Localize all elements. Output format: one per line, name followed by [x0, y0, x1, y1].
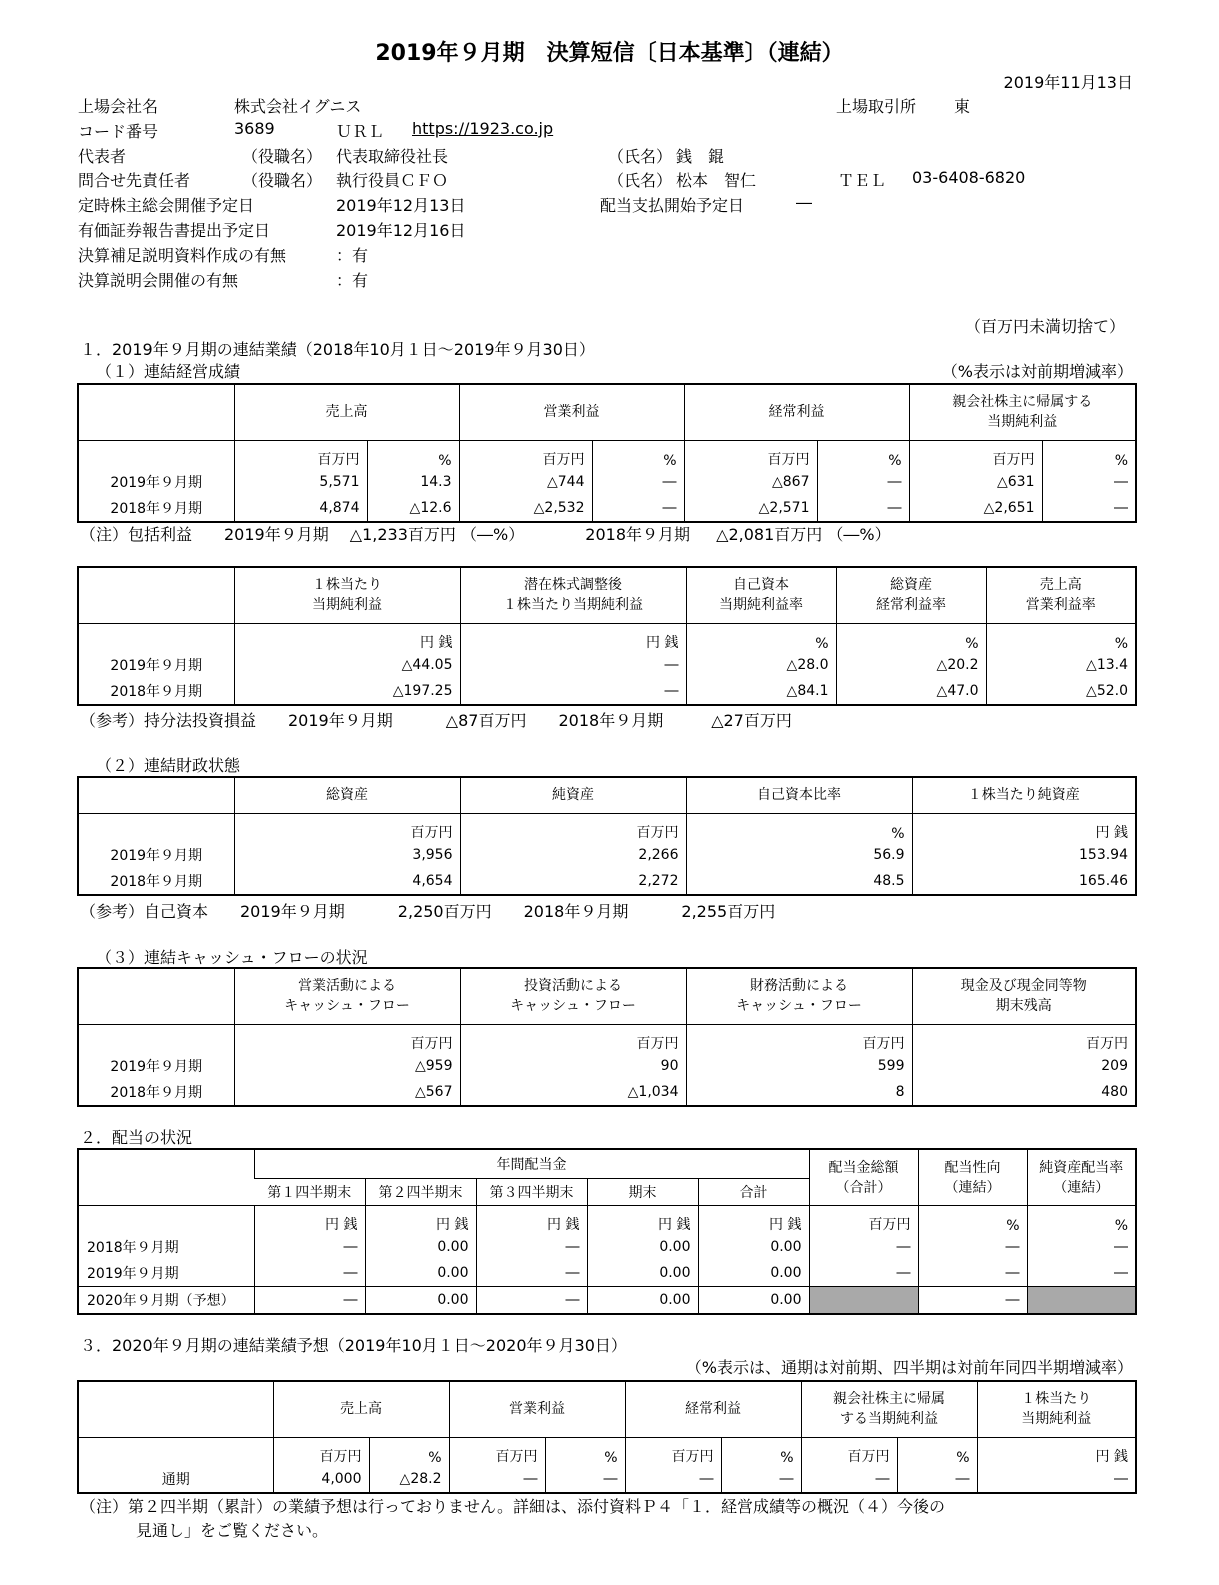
cell: 8	[686, 1079, 912, 1106]
unit-blank	[78, 1206, 254, 1235]
cell: 0.00	[698, 1260, 809, 1287]
cell: ―	[809, 1260, 918, 1287]
header-diluted-line1: 潜在株式調整後	[524, 577, 622, 594]
header-ordinary-income: 経常利益	[684, 384, 909, 440]
cell: 599	[686, 1053, 912, 1079]
unit-cell: 百万円	[459, 440, 592, 469]
cell: 0.00	[365, 1260, 476, 1287]
cell: ―	[254, 1260, 365, 1287]
section3-heading: ３．2020年９月期の連結業績予想（2019年10月１日～2020年９月30日）	[80, 1336, 627, 1355]
cell: ―	[1027, 1234, 1136, 1260]
unit-cell: 百万円	[234, 813, 460, 842]
company-name-label: 上場会社名	[78, 97, 159, 116]
cell: 5,571	[234, 469, 367, 495]
header-margin	[986, 567, 1136, 623]
unit-cell: 百万円	[801, 1437, 897, 1466]
header-blank	[78, 1149, 254, 1206]
cell: ―	[254, 1287, 365, 1315]
header-operating-cf	[234, 968, 460, 1024]
cell: ―	[625, 1466, 721, 1493]
header-eps	[234, 567, 460, 623]
unit-blank	[78, 1437, 273, 1466]
contact-name: 松本 智仁	[676, 171, 757, 190]
unit-cell: %	[1027, 1206, 1136, 1235]
cell: ―	[1042, 469, 1136, 495]
cell: △20.2	[836, 652, 986, 678]
header-net-income	[801, 1381, 977, 1437]
section1-sub1: （１）連結経営成績	[96, 362, 241, 381]
code-value: 3689	[234, 119, 275, 138]
tel-label: ＴＥＬ	[838, 171, 887, 190]
header-net-income-line2: 当期純利益	[987, 414, 1058, 431]
contact-name-label: （氏名）	[608, 171, 673, 190]
unit-cell: 円 銭	[365, 1206, 476, 1235]
cell: ―	[817, 469, 909, 495]
header-op-line1: 営業活動による	[298, 978, 396, 995]
code-label: コード番号	[78, 122, 159, 141]
unit-cell: %	[836, 623, 986, 652]
unit-cell: %	[918, 1206, 1027, 1235]
cell: △28.0	[686, 652, 836, 678]
cell: ―	[977, 1466, 1136, 1493]
header-q2: 第２四半期末	[365, 1179, 476, 1206]
cell: ―	[897, 1466, 977, 1493]
cell: △12.6	[367, 495, 459, 522]
cell: ―	[476, 1234, 587, 1260]
table-row	[78, 652, 1136, 678]
section3-note: （%表示は、通期は対前期、四半期は対前年同四半期増減率）	[685, 1358, 1133, 1377]
equity-note: （参考）自己資本 2019年９月期 2,250百万円 2018年９月期 2,255百万円	[80, 902, 776, 921]
table-row	[78, 1079, 1136, 1106]
rep-title: 代表取締役社長	[336, 147, 449, 166]
header-net-assets: 純資産	[460, 777, 686, 813]
header-total-assets: 総資産	[234, 777, 460, 813]
cell-shaded	[809, 1287, 918, 1315]
cell: 3,956	[234, 842, 460, 868]
unit-cell: 円 銭	[476, 1206, 587, 1235]
cell: △2,571	[684, 495, 817, 522]
unit-cell: 百万円	[912, 1024, 1136, 1053]
unit-cell: 百万円	[460, 813, 686, 842]
unit-blank	[78, 440, 234, 469]
row-label: 2020年９月期（予想）	[78, 1287, 254, 1315]
rep-name: 銭 錕	[676, 147, 725, 166]
unit-cell: %	[545, 1437, 625, 1466]
forecast-footnote-line2: 見通し」をご覧ください。	[136, 1521, 329, 1540]
cell: △2,651	[909, 495, 1042, 522]
header-equity-ratio: 自己資本比率	[686, 777, 912, 813]
url-label: ＵＲＬ	[336, 122, 385, 141]
unit-cell: 百万円	[234, 1024, 460, 1053]
unit-cell: %	[369, 1437, 449, 1466]
header-payout-line1: 配当性向	[944, 1159, 1001, 1176]
row-label: 2018年９月期	[110, 500, 203, 517]
header-diluted-line2: １株当たり当期純利益	[503, 597, 643, 614]
unit-cell: 円 銭	[460, 623, 686, 652]
cell: 14.3	[367, 469, 459, 495]
header-blank	[78, 777, 234, 813]
contact-title-label: （役職名）	[242, 171, 323, 190]
header-cash-line1: 現金及び現金同等物	[960, 978, 1087, 995]
header-inv-line1: 投資活動による	[524, 978, 622, 995]
header-eps-line2: 当期純利益	[312, 597, 382, 614]
header-eps-line1: １株当たり	[312, 577, 382, 594]
table-row	[78, 1234, 1136, 1260]
forecast-table	[77, 1380, 1137, 1494]
cell: ―	[592, 495, 684, 522]
cell: 4,000	[273, 1466, 369, 1493]
header-fin-line2: キャッシュ・フロー	[736, 998, 862, 1015]
company-name: 株式会社イグニス	[234, 97, 362, 116]
header-margin-line2: 営業利益率	[1025, 597, 1096, 614]
header-sales: 売上高	[273, 1381, 449, 1437]
cell: △44.05	[234, 652, 460, 678]
table-row	[78, 495, 1136, 522]
unit-cell: %	[686, 623, 836, 652]
header-blank	[78, 384, 234, 440]
cell: 2,272	[460, 868, 686, 895]
cell: △959	[234, 1053, 460, 1079]
cell: △28.2	[369, 1466, 449, 1493]
header-doe-line2: （連結）	[1053, 1179, 1110, 1196]
tel-value: 03-6408-6820	[912, 168, 1026, 187]
report-label: 有価証券報告書提出予定日	[78, 221, 271, 240]
row-label: 2019年９月期	[110, 474, 203, 491]
agm-date: 2019年12月13日	[336, 196, 466, 215]
cell: ―	[817, 495, 909, 522]
cell: 480	[912, 1079, 1136, 1106]
cell: 0.00	[698, 1234, 809, 1260]
cell: 4,654	[234, 868, 460, 895]
unit-cell: 円 銭	[977, 1437, 1136, 1466]
cell: △744	[459, 469, 592, 495]
cell: 48.5	[686, 868, 912, 895]
table-row	[78, 469, 1136, 495]
row-label: 2018年９月期	[87, 1240, 179, 1256]
row-label: 2019年９月期	[110, 847, 203, 864]
header-blank	[78, 567, 234, 623]
header-roe	[686, 567, 836, 623]
header-net-income-line1: 親会社株主に帰属する	[952, 394, 1093, 411]
cell: ―	[592, 469, 684, 495]
unit-cell: 円 銭	[912, 813, 1136, 842]
cell: 56.9	[686, 842, 912, 868]
cell: ―	[1042, 495, 1136, 522]
header-net-line1: 親会社株主に帰属	[833, 1391, 945, 1408]
table-row	[78, 1466, 1136, 1493]
cell: △13.4	[986, 652, 1136, 678]
unit-cell: %	[897, 1437, 977, 1466]
section1-sub1-note: （%表示は対前期増減率）	[941, 362, 1133, 381]
cell: 90	[460, 1053, 686, 1079]
dividend-start-value: ―	[796, 193, 812, 212]
row-label: 2018年９月期	[110, 873, 203, 890]
table-row	[78, 1053, 1136, 1079]
header-financing-cf	[686, 968, 912, 1024]
cell: 209	[912, 1053, 1136, 1079]
table-row	[78, 1287, 1136, 1315]
header-roe-line2: 当期純利益率	[719, 597, 803, 614]
header-net-line2: する当期純利益	[840, 1411, 938, 1428]
document-title: 2019年９月期 決算短信〔日本基準〕（連結）	[375, 41, 844, 66]
cell: ―	[476, 1260, 587, 1287]
unit-blank	[78, 623, 234, 652]
cell: 0.00	[365, 1287, 476, 1315]
unit-cell: %	[686, 813, 912, 842]
cell: △2,532	[459, 495, 592, 522]
table-row	[78, 678, 1136, 705]
cell: △84.1	[686, 678, 836, 705]
header-total-div-line1: 配当金総額	[828, 1159, 899, 1176]
agm-label: 定時株主総会開催予定日	[78, 196, 255, 215]
cell: 0.00	[365, 1234, 476, 1260]
header-cash-balance	[912, 968, 1136, 1024]
header-bps: １株当たり純資産	[912, 777, 1136, 813]
table-row	[78, 842, 1136, 868]
unit-cell: 百万円	[909, 440, 1042, 469]
comprehensive-income-note: （注）包括利益 2019年９月期 △1,233百万円 （―%） 2018年９月期 △2,081百万円 （―%）	[80, 525, 891, 544]
header-q1: 第１四半期末	[254, 1179, 365, 1206]
unit-cell: %	[721, 1437, 801, 1466]
cell: 153.94	[912, 842, 1136, 868]
header-eps-line2: 当期純利益	[1021, 1411, 1092, 1428]
header-operating-income: 営業利益	[459, 384, 684, 440]
unit-cell: 百万円	[686, 1024, 912, 1053]
section1-sub2: （２）連結財政状態	[96, 756, 241, 775]
header-net-income	[909, 384, 1136, 440]
header-doe-line1: 純資産配当率	[1039, 1159, 1124, 1176]
cell: △1,034	[460, 1079, 686, 1106]
cell: ―	[460, 652, 686, 678]
header-ordinary-income: 経常利益	[625, 1381, 801, 1437]
header-blank	[78, 1381, 273, 1437]
unit-cell: 百万円	[809, 1206, 918, 1235]
table-row	[78, 1260, 1136, 1287]
rounding-note: （百万円未満切捨て）	[964, 317, 1125, 336]
cell: 0.00	[587, 1260, 698, 1287]
unit-cell: %	[367, 440, 459, 469]
unit-cell: %	[592, 440, 684, 469]
header-op-line2: キャッシュ・フロー	[284, 998, 410, 1015]
report-date-value: 2019年12月16日	[336, 221, 466, 240]
rep-title-label: （役職名）	[242, 147, 323, 166]
unit-cell: 百万円	[273, 1437, 369, 1466]
header-roe-line1: 自己資本	[733, 577, 789, 594]
header-eps	[977, 1381, 1136, 1437]
cell-shaded	[1027, 1287, 1136, 1315]
header-total: 合計	[698, 1179, 809, 1206]
unit-cell: 円 銭	[254, 1206, 365, 1235]
unit-cell: 百万円	[625, 1437, 721, 1466]
section1-sub3: （３）連結キャッシュ・フローの状況	[96, 948, 368, 967]
cell: ―	[460, 678, 686, 705]
financial-position-table	[77, 776, 1137, 896]
header-sales: 売上高	[234, 384, 459, 440]
representative-label: 代表者	[78, 147, 127, 166]
row-label: 2019年９月期	[110, 657, 203, 674]
cell: ―	[254, 1234, 365, 1260]
cell: ―	[721, 1466, 801, 1493]
unit-cell: %	[986, 623, 1136, 652]
cell: 2,266	[460, 842, 686, 868]
supplementary-label: 決算補足説明資料作成の有無	[78, 246, 287, 265]
unit-cell: 円 銭	[587, 1206, 698, 1235]
cell: △52.0	[986, 678, 1136, 705]
cell: 0.00	[587, 1234, 698, 1260]
briefing-value: ：有	[336, 271, 369, 290]
rep-name-label: （氏名）	[608, 147, 673, 166]
cell: △197.25	[234, 678, 460, 705]
unit-blank	[78, 1024, 234, 1053]
header-doe	[1027, 1149, 1136, 1206]
briefing-label: 決算説明会開催の有無	[78, 271, 239, 290]
cash-flow-table	[77, 967, 1137, 1107]
dividend-start-label: 配当支払開始予定日	[600, 196, 745, 215]
cell: ―	[918, 1287, 1027, 1315]
cell: 165.46	[912, 868, 1136, 895]
cell: 0.00	[698, 1287, 809, 1315]
cell: ―	[918, 1234, 1027, 1260]
header-year-end: 期末	[587, 1179, 698, 1206]
unit-cell: 円 銭	[234, 623, 460, 652]
contact-label: 問合せ先責任者	[78, 171, 191, 190]
header-eps-line1: １株当たり	[1021, 1391, 1092, 1408]
unit-cell: 百万円	[460, 1024, 686, 1053]
header-roa-line2: 経常利益率	[876, 597, 946, 614]
cell: ―	[918, 1260, 1027, 1287]
cell: ―	[1027, 1260, 1136, 1287]
section2-heading: ２．配当の状況	[80, 1128, 193, 1147]
header-diluted-eps	[460, 567, 686, 623]
header-payout-line2: （連結）	[944, 1179, 1001, 1196]
header-cash-line2: 期末残高	[995, 998, 1052, 1015]
unit-blank	[78, 813, 234, 842]
dividends-table	[77, 1148, 1137, 1315]
row-label: 2018年９月期	[110, 1084, 203, 1101]
report-date: 2019年11月13日	[1003, 73, 1133, 92]
cell: ―	[809, 1234, 918, 1260]
header-total-div-line2: （合計）	[835, 1179, 892, 1196]
unit-cell: %	[817, 440, 909, 469]
header-annual-dividends: 年間配当金	[254, 1149, 809, 1179]
cell: △631	[909, 469, 1042, 495]
per-share-table	[77, 566, 1137, 706]
header-blank	[78, 968, 234, 1024]
cell: △47.0	[836, 678, 986, 705]
forecast-footnote-line1: （注）第２四半期（累計）の業績予想は行っておりません。詳細は、添付資料Ｐ４「１．経営成績等の概況（４）今後の	[80, 1497, 945, 1516]
contact-title: 執行役員ＣＦＯ	[336, 171, 449, 190]
section1-heading: １．2019年９月期の連結業績（2018年10月１日～2019年９月30日）	[80, 340, 595, 359]
unit-cell: 円 銭	[698, 1206, 809, 1235]
header-q3: 第３四半期末	[476, 1179, 587, 1206]
unit-cell: 百万円	[684, 440, 817, 469]
header-operating-income: 営業利益	[449, 1381, 625, 1437]
row-label: 通期	[161, 1471, 190, 1488]
cell: ―	[801, 1466, 897, 1493]
unit-cell: 百万円	[234, 440, 367, 469]
header-margin-line1: 売上高	[1039, 577, 1082, 594]
operating-results-table	[77, 383, 1137, 523]
header-payout-ratio	[918, 1149, 1027, 1206]
unit-cell: %	[1042, 440, 1136, 469]
cell: △567	[234, 1079, 460, 1106]
row-label: 2018年９月期	[110, 683, 203, 700]
cell: 4,874	[234, 495, 367, 522]
row-label: 2019年９月期	[87, 1266, 179, 1282]
cell: △867	[684, 469, 817, 495]
header-inv-line2: キャッシュ・フロー	[510, 998, 636, 1015]
header-roa	[836, 567, 986, 623]
exchange-value: 東	[954, 97, 971, 116]
header-total-dividend	[809, 1149, 918, 1206]
header-roa-line1: 総資産	[890, 577, 932, 594]
cell: ―	[449, 1466, 545, 1493]
company-url-link[interactable]: https://1923.co.jp	[412, 119, 554, 138]
table-row	[78, 868, 1136, 895]
unit-cell: 百万円	[449, 1437, 545, 1466]
header-fin-line1: 財務活動による	[750, 978, 848, 995]
cell: 0.00	[587, 1287, 698, 1315]
row-label: 2019年９月期	[110, 1058, 203, 1075]
exchange-label: 上場取引所	[836, 97, 917, 116]
cell: ―	[545, 1466, 625, 1493]
header-investing-cf	[460, 968, 686, 1024]
cell: ―	[476, 1287, 587, 1315]
equity-method-note: （参考）持分法投資損益 2019年９月期 △87百万円 2018年９月期 △27百万円	[80, 711, 792, 730]
supplementary-value: ：有	[336, 246, 369, 265]
